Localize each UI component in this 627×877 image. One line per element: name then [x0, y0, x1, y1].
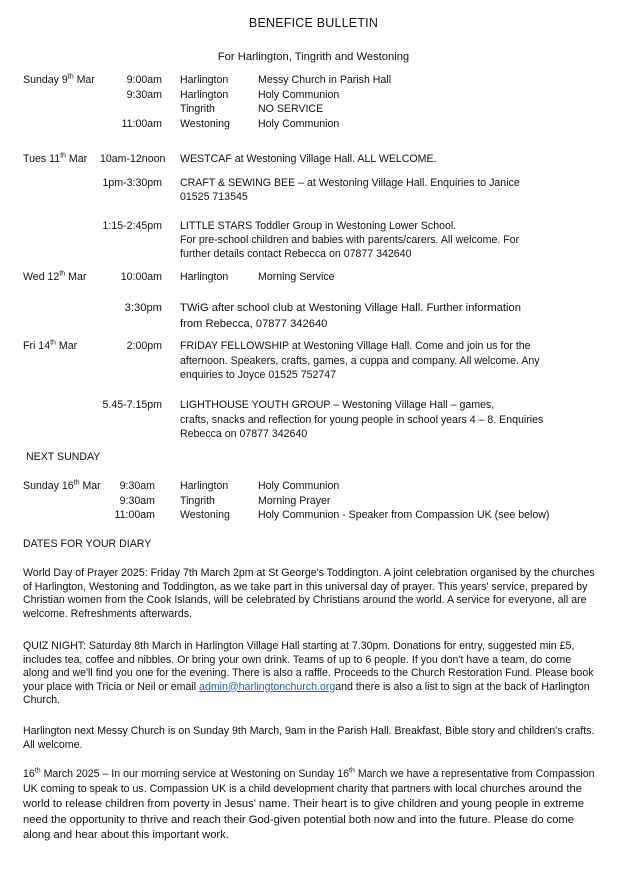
- diary-world-day-of-prayer: World Day of Prayer 2025: Friday 7th March 2pm at St George's Toddington. A joint celebration organised by the churches of Harlington, Westoning and Toddington, as we take part in this universal day of prayer. This years' service, prepared by Christian women from the Cook Islands, will be celebrated by Christians around the world. A service for everyone, all are welcome. Refreshments afterwards.: [23, 567, 595, 620]
- tues-event-1: WESTCAF at Westoning Village Hall. ALL WELCOME.: [180, 153, 437, 165]
- fri-event-1a: FRIDAY FELLOWSHIP at Westoning Village Hall. Come and join us for the: [180, 340, 531, 352]
- sunday9-event-3: NO SERVICE: [258, 103, 324, 115]
- tues-event-3b: For pre-school children and babies with parents/carers. All welcome. For: [180, 234, 520, 246]
- wed-time-2: 3:30pm: [124, 302, 162, 314]
- fri-event-1b: afternoon. Speakers, crafts, games, a cuppa and company. All welcome. Any: [180, 354, 540, 367]
- email-link[interactable]: admin@harlingtonchurch.org: [199, 680, 336, 693]
- bulletin-title: BENEFICE BULLETIN: [248, 16, 379, 30]
- tues-event-2b: 01525 713545: [180, 191, 248, 203]
- sunday9-time-1: 9:00am: [126, 74, 162, 86]
- sunday9-time-2: 9:30am: [126, 88, 162, 101]
- sunday16-place-1: Harlington: [180, 480, 229, 492]
- tues-event-3a: LITTLE STARS Toddler Group in Westoning Lower School.: [180, 220, 457, 232]
- fri-time-2: 5.45-7.15pm: [102, 399, 162, 411]
- wed-time-1: 10:00am: [120, 271, 162, 283]
- diary-quiz-night: QUIZ NIGHT: Saturday 8th March in Harlington Village Hall starting at 7.30pm. Donations for entry, suggested min £5, includes tea, coffee and nibbles. Or bring your own drink. Teams of up to 6 people. If you don't have a team, do come along and we'll find you one for the evening. There is also a raffle. Proceeds to the Church Restoration Fund. Please book your place with Tricia or Neil or email admin@harlingtonchurch.organd there is also a list to sign at the back of Harlington Church.: [23, 640, 594, 706]
- sunday9-event-1: Messy Church in Parish Hall: [258, 74, 392, 86]
- sunday16-time-1: 9:30am: [119, 480, 155, 492]
- bulletin-subtitle: For Harlington, Tingrith and Westoning: [217, 51, 410, 63]
- wed-date: Wed 12th Mar: [23, 270, 87, 283]
- diary-heading: DATES FOR YOUR DIARY: [23, 538, 152, 550]
- tues-event-3c: further details contact Rebecca on 07877 342640: [180, 248, 412, 260]
- fri-event-2b: crafts, snacks and reflection for young people in school years 4 – 8. Enquiries: [180, 413, 544, 426]
- next-sunday-heading: NEXT SUNDAY: [26, 451, 101, 463]
- tues-time-2: 1pm-3:30pm: [102, 177, 162, 189]
- wed-event-2a: TWiG after school club at Westoning Village Hall. Further information: [180, 302, 521, 314]
- sunday9-place-1: Harlington: [180, 74, 229, 86]
- sunday16-place-3: Westoning: [180, 509, 230, 521]
- sunday16-place-2: Tingrith: [180, 494, 215, 507]
- diary-compassion: 16th March 2025 – In our morning service at Westoning on Sunday 16th March we have a representative from Compassion UK coming to speak to us. Compassion UK is a child development charity that partners with local churches around the world to release children from poverty in Jesus' name. Their heart is to give children and young people in extreme need the opportunity to thrive and reach their God-given potential both now and into the future. Please do come along and hear about this important work.: [23, 767, 595, 841]
- sunday16-time-2: 9:30am: [119, 494, 155, 507]
- fri-time-1: 2:00pm: [126, 340, 162, 352]
- wed-event-2b: from Rebecca, 07877 342640: [180, 318, 328, 330]
- wed-place-1: Harlington: [180, 271, 229, 283]
- sunday16-event-2: Morning Prayer: [258, 494, 331, 507]
- sunday9-event-4: Holy Communion: [258, 117, 340, 130]
- tues-event-2a: CRAFT & SEWING BEE – at Westoning Village Hall. Enquiries to Janice: [180, 177, 520, 189]
- fri-event-1c: enquiries to Joyce 01525 752747: [180, 369, 337, 381]
- sunday9-date: Sunday 9th Mar: [23, 73, 95, 86]
- sunday16-date: Sunday 16th Mar: [23, 479, 101, 492]
- sunday16-time-3: 11:00am: [114, 509, 155, 521]
- tues-time-1: 10am-12noon: [100, 153, 166, 165]
- sunday9-time-4: 11:00am: [121, 117, 162, 130]
- fri-event-2a: LIGHTHOUSE YOUTH GROUP – Westoning Village Hall – games,: [180, 399, 495, 411]
- sunday9-place-4: Westoning: [180, 117, 230, 130]
- wed-event-1: Morning Service: [258, 271, 335, 283]
- sunday9-place-2: Harlington: [180, 88, 229, 101]
- fri-date: Fri 14th Mar: [23, 339, 78, 352]
- tues-date: Tues 11th Mar: [23, 152, 88, 165]
- sunday16-event-1: Holy Communion: [258, 480, 340, 492]
- fri-event-2c: Rebecca on 07877 342640: [180, 428, 308, 440]
- sunday9-place-3: Tingrith: [180, 103, 215, 115]
- sunday16-event-3: Holy Communion - Speaker from Compassion UK (see below): [258, 509, 550, 521]
- tues-time-3: 1:15-2:45pm: [102, 220, 162, 232]
- sunday9-event-2: Holy Communion: [258, 88, 340, 101]
- diary-messy-church: Harlington next Messy Church is on Sunday 9th March, 9am in the Parish Hall. Breakfast, Bible story and children's crafts. All welcome.: [23, 725, 595, 751]
